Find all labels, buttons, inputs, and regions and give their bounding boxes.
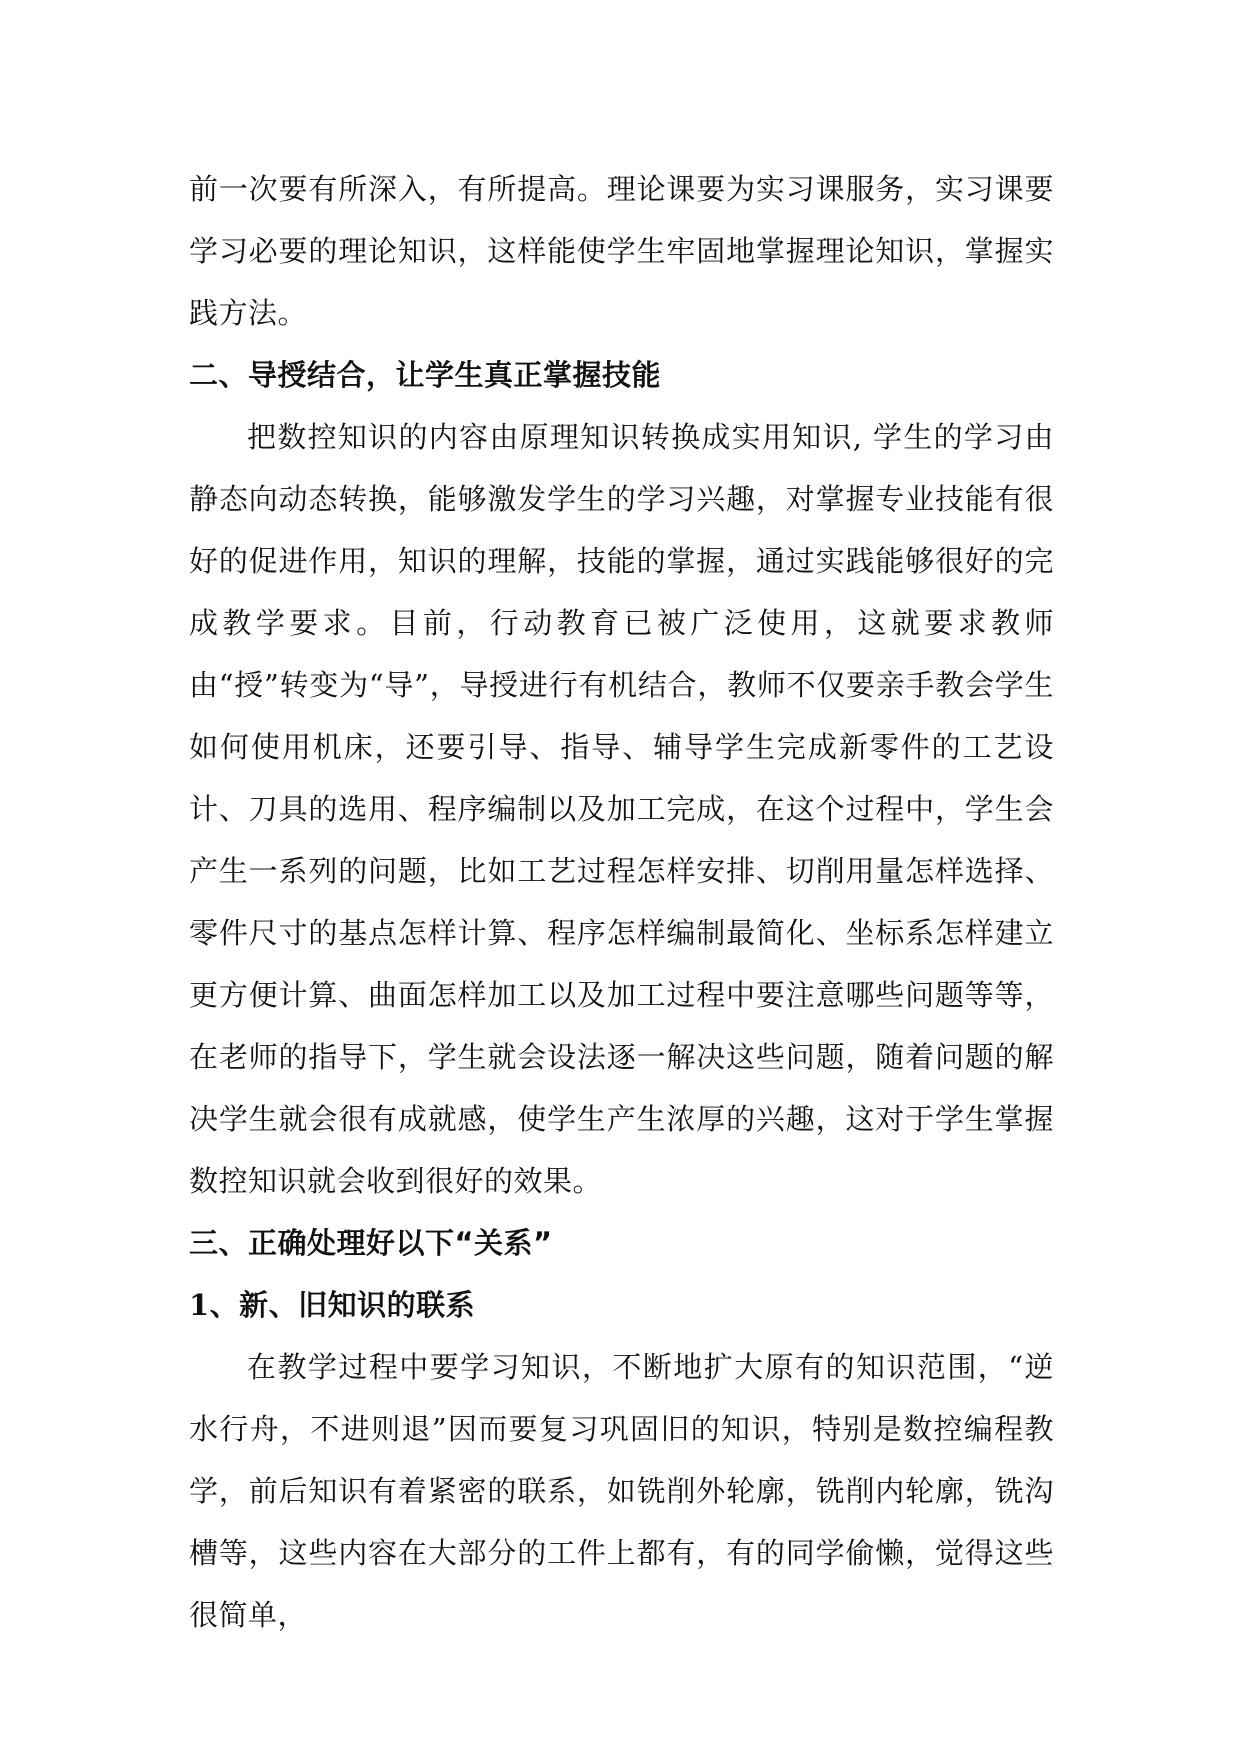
document-body bbox=[189, 158, 1054, 1646]
paragraph-guide-teach: 把数控知识的内容由原理知识转换成实用知识, 学生的学习由静态向动态转换，能够激发学生的学习兴趣，对掌握专业技能有很好的促进作用，知识的理解，技能的掌握，通过实践能够很好的完成教学要求。目前，行动教育已被广泛使用，这就要求教师由“授”转变为“导”，导授进行有机结合，教师不仅要亲手教会学生如何使用机床，还要引导、指导、辅导学生完成新零件的工艺设计、刀具的选用、程序编制以及加工完成，在这个过程中，学生会产生一系列的问题，比如工艺过程怎样安排、切削用量怎样选择、零件尺寸的基点怎样计算、程序怎样编制最简化、坐标系怎样建立更方便计算、曲面怎样加工以及加工过程中要注意哪些问题等等，在老师的指导下，学生就会设法逐一解决这些问题，随着问题的解决学生就会很有成就感，使学生产生浓厚的兴趣，这对于学生掌握数控知识就会收到很好的效果。 bbox=[189, 420, 1054, 1198]
section-heading-2: 二、导授结合，让学生真正掌握技能 bbox=[189, 358, 662, 392]
section-heading-3: 三、正确处理好以下“关系” bbox=[189, 1226, 553, 1260]
subsection-heading-1: 1、新、旧知识的联系 bbox=[189, 1288, 476, 1322]
paragraph-continuation: 前一次要有所深入，有所提高。理论课要为实习课服务，实习课要学习必要的理论知识，这样能使学生牢固地掌握理论知识，掌握实践方法。 bbox=[189, 172, 1054, 330]
paragraph-new-old-knowledge: 在教学过程中要学习知识，不断地扩大原有的知识范围，“逆水行舟，不进则退”因而要复习巩固旧的知识，特别是数控编程教学，前后知识有着紧密的联系，如铣削外轮廓，铣削内轮廓，铣沟槽等，这些内容在大部分的工件上都有，有的同学偷懒，觉得这些很简单， bbox=[189, 1350, 1054, 1632]
